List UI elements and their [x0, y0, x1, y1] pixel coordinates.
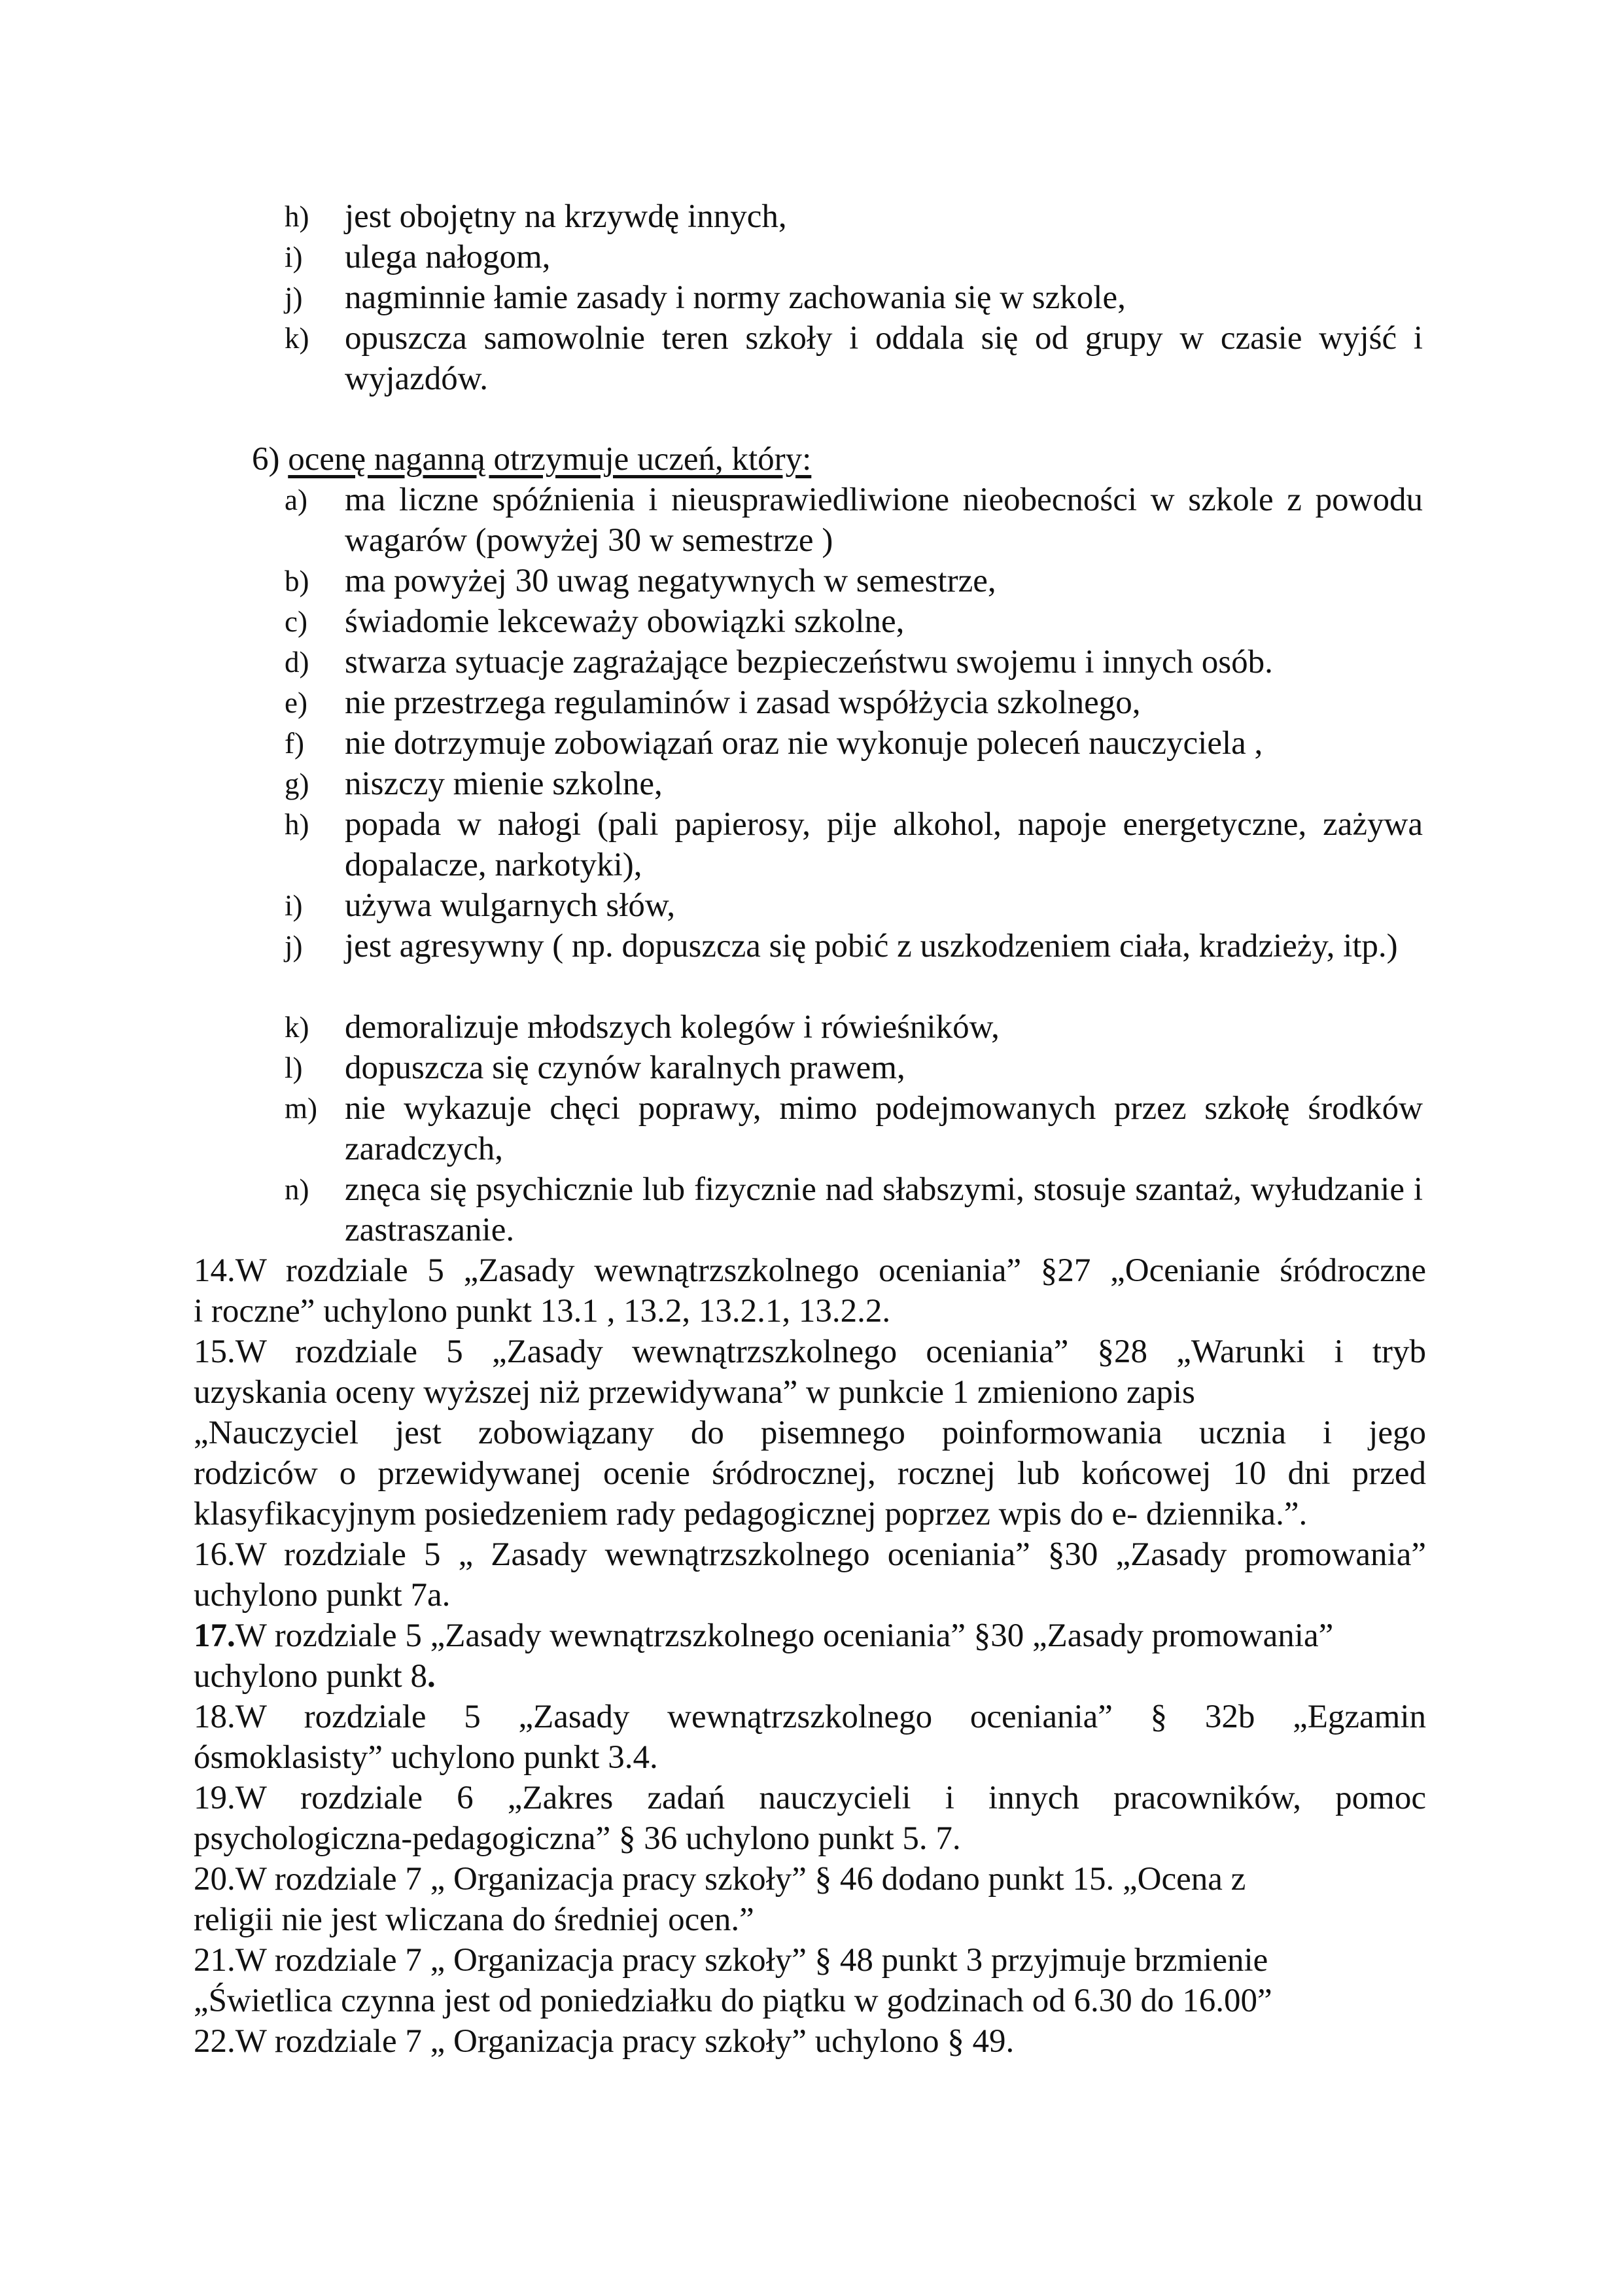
list-label: d)	[285, 646, 309, 679]
list-text: używa wulgarnych słów,	[345, 887, 676, 924]
list-text: stwarza sytuacje zagrażające bezpieczeństwu swojemu i innych osób.	[345, 644, 1273, 680]
text-line: 16.W rozdziale 5 „ Zasady wewnątrzszkolnego oceniania” §30 „Zasady promowania”	[194, 1536, 1426, 1573]
text-line: 14.W rozdziale 5 „Zasady wewnątrzszkolnego oceniania” §27 „Ocenianie śródroczne	[194, 1252, 1426, 1289]
list-text: świadomie lekceważy obowiązki szkolne,	[345, 603, 905, 640]
list-text: niszczy mienie szkolne,	[345, 766, 663, 802]
list-text: znęca się psychicznie lub fizycznie nad słabszymi, stosuje szantaż, wyłudzanie i zastraszanie.	[345, 1171, 1423, 1248]
amendment-19	[194, 1778, 1426, 1859]
list-label: j)	[285, 930, 303, 963]
list-label: k)	[285, 1011, 309, 1044]
list-label: k)	[285, 322, 309, 355]
list-text: ma liczne spóźnienia i nieusprawiedliwione nieobecności w szkole z powodu wagarów (powyżej 30 w semestrze )	[345, 482, 1423, 559]
text-line: rodziców o przewidywanej ocenie śródrocznej, rocznej lub końcowej 10 dni przed	[194, 1455, 1426, 1492]
amendment-20	[194, 1859, 1426, 1940]
text-line: 20.W rozdziale 7 „ Organizacja pracy szkoły” § 46 dodano punkt 15. „Ocena z	[194, 1861, 1246, 1898]
text-fragment: uchylono punkt 8	[194, 1658, 427, 1695]
section-number: 6)	[252, 441, 280, 478]
text-line	[194, 1656, 1426, 1697]
list-label: i)	[285, 889, 303, 922]
list-label: j)	[285, 281, 303, 314]
section-title: ocenę naganną otrzymuje uczeń, który:	[288, 441, 812, 478]
list-label: f)	[285, 727, 304, 760]
text-line	[194, 1616, 1426, 1656]
text-line: „Świetlica czynna jest od poniedziałku do piątku w godzinach od 6.30 do 16.00”	[194, 1983, 1272, 2019]
text-fragment-bold: .	[427, 1658, 436, 1695]
text-line: religii nie jest wliczana do średniej ocen.”	[194, 1901, 754, 1938]
text-line: 22.W rozdziale 7 „ Organizacja pracy szkoły” uchylono § 49.	[194, 2023, 1015, 2060]
text-line: 21.W rozdziale 7 „ Organizacja pracy szkoły” § 48 punkt 3 przyjmuje brzmienie	[194, 1942, 1268, 1979]
text-line: klasyfikacyjnym posiedzeniem rady pedagogicznej poprzez wpis do e- dziennika.”.	[194, 1496, 1308, 1532]
list-label: g)	[285, 768, 309, 800]
list-text: nie wykazuje chęci poprawy, mimo podejmowanych przez szkołę środków zaradczych,	[345, 1090, 1423, 1167]
list-label: i)	[285, 241, 303, 274]
amendment-16	[194, 1534, 1426, 1616]
amendment-number: 17.	[194, 1617, 236, 1654]
amendment-18	[194, 1697, 1426, 1778]
list-text: ma powyżej 30 uwag negatywnych w semestrze,	[345, 563, 996, 599]
list-text: ulega nałogom,	[345, 239, 551, 275]
list-text: demoralizuje młodszych kolegów i rówieśników,	[345, 1009, 1000, 1046]
list-label: e)	[285, 686, 307, 719]
list-text: popada w nałogi (pali papierosy, pije alkohol, napoje energetyczne, zażywa dopalacze, narkotyki),	[345, 806, 1423, 883]
list-label: c)	[285, 605, 307, 638]
list-text: jest obojętny na krzywdę innych,	[345, 198, 787, 235]
text-line: ósmoklasisty” uchylono punkt 3.4.	[194, 1739, 658, 1776]
list-label: h)	[285, 200, 309, 233]
text-line: uchylono punkt 7a.	[194, 1577, 451, 1614]
list-text: opuszcza samowolnie teren szkoły i oddala się od grupy w czasie wyjść i wyjazdów.	[345, 320, 1423, 397]
text-line: uzyskania oceny wyższej niż przewidywana” w punkcie 1 zmieniono zapis	[194, 1374, 1195, 1411]
list-label: a)	[285, 484, 307, 516]
list-label: m)	[285, 1092, 317, 1125]
amendment-15	[194, 1332, 1426, 1534]
text-line: 15.W rozdziale 5 „Zasady wewnątrzszkolnego oceniania” §28 „Warunki i tryb	[194, 1333, 1426, 1370]
list-text: nie dotrzymuje zobowiązań oraz nie wykonuje poleceń nauczyciela ,	[345, 725, 1263, 762]
list-label: l)	[285, 1051, 303, 1084]
text-line: 19.W rozdziale 6 „Zakres zadań nauczycieli i innych pracowników, pomoc	[194, 1780, 1426, 1816]
amendment-14	[194, 1250, 1426, 1332]
list-text: jest agresywny ( np. dopuszcza się pobić z uszkodzeniem ciała, kradzieży, itp.)	[345, 928, 1398, 964]
text-line: i roczne” uchylono punkt 13.1 , 13.2, 13.2.1, 13.2.2.	[194, 1293, 891, 1330]
amendment-17	[194, 1616, 1426, 1697]
amendment-22	[194, 2021, 1426, 2062]
text-line: psychologiczna-pedagogiczna” § 36 uchylono punkt 5. 7.	[194, 1820, 961, 1857]
list-label: h)	[285, 808, 309, 841]
amendment-21	[194, 1940, 1426, 2021]
section-heading	[252, 439, 1429, 480]
text-fragment: W rozdziale 5 „Zasady wewnątrzszkolnego oceniania” §30 „Zasady promowania”	[235, 1617, 1334, 1654]
text-line: „Nauczyciel jest zobowiązany do pisemnego poinformowania ucznia i jego	[194, 1415, 1426, 1451]
text-line: 18.W rozdziale 5 „Zasady wewnątrzszkolnego oceniania” § 32b „Egzamin	[194, 1699, 1426, 1735]
list-text: dopuszcza się czynów karalnych prawem,	[345, 1050, 905, 1086]
list-label: n)	[285, 1173, 309, 1206]
list-text: nie przestrzega regulaminów i zasad współżycia szkolnego,	[345, 684, 1141, 721]
list-text: nagminnie łamie zasady i normy zachowania się w szkole,	[345, 279, 1126, 316]
list-label: b)	[285, 565, 309, 597]
